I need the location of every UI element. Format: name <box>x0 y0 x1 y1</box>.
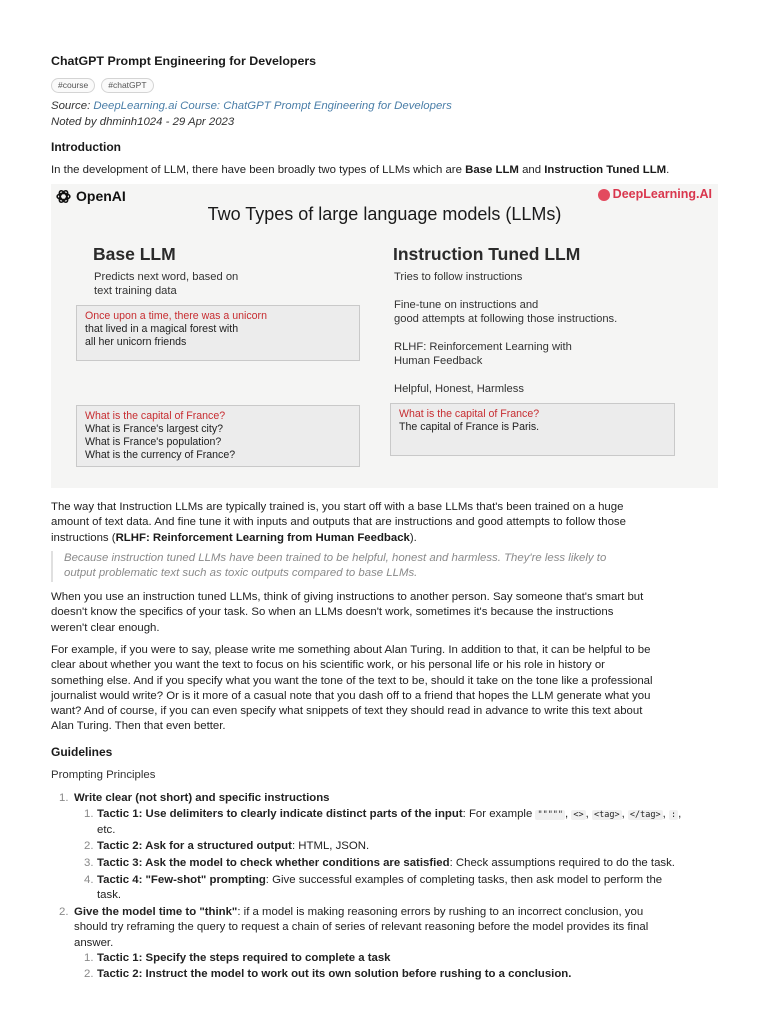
list-number: 1. <box>59 792 69 804</box>
tactic-title: Tactic 2: Instruct the model to work out its own solution before rushing to a conclusion. <box>97 968 572 980</box>
prompt-text: Once upon a time, there was a unicorn <box>85 310 267 322</box>
completion-text: What is France's largest city? <box>85 423 224 435</box>
training-paragraph <box>51 500 717 546</box>
code-snippet: <> <box>573 810 584 820</box>
tag-list <box>51 78 154 93</box>
list-item <box>84 839 709 854</box>
fine-tune-description <box>394 298 617 326</box>
separator: , <box>585 808 592 820</box>
code-snippet: : <box>670 810 677 820</box>
principle-title: Give the model time to "think" <box>74 906 238 918</box>
rlhf-line: RLHF: Reinforcement Learning with <box>394 341 572 353</box>
tactic-title: Tactic 4: "Few-shot" prompting <box>97 874 266 886</box>
intro-text: . <box>666 164 670 176</box>
completion-text: The capital of France is Paris. <box>399 421 540 433</box>
list-item <box>84 951 709 966</box>
noted-by: Noted by dhminh1024 - 29 Apr 2023 <box>51 116 235 128</box>
fine-tune-line: good attempts at following those instructions. <box>394 313 618 325</box>
page-title: ChatGPT Prompt Engineering for Developers <box>51 54 317 68</box>
paragraph-line: amount of text data. And fine tune it with inputs and outputs that are instructions and good attempts to follow those <box>51 516 626 529</box>
list-number: 3. <box>84 857 94 869</box>
principles-list <box>59 791 714 806</box>
rlhf-line: Human Feedback <box>394 355 483 367</box>
blockquote <box>51 551 724 582</box>
tactic-title: Tactic 1: Use delimiters to clearly indicate distinct parts of the input <box>97 808 463 820</box>
openai-icon <box>55 188 72 205</box>
instruction-tuned-example <box>390 403 675 456</box>
quote-line: Because instruction tuned LLMs have been trained to be helpful, honest and harmless. They're less likely to <box>64 552 607 564</box>
instruction-tuned-llm-term: Instruction Tuned LLM <box>544 164 667 176</box>
list-number: 4. <box>84 874 94 886</box>
tactic-text: : HTML, JSON. <box>291 840 370 852</box>
paragraph-line: journalist would write? Or is it more of a casual note that you dash off to a friend that hopes the LLM generate what you <box>51 689 651 702</box>
openai-label: OpenAI <box>76 187 126 204</box>
paragraph-line: For example, if you were to say, please write me something about Alan Turing. In addition to that, it can be helpful to be <box>51 644 651 656</box>
paragraph-line: The way that Instruction LLMs are typically trained is, you start off with a base LLMs that's been trained on a huge <box>51 501 624 513</box>
separator: , <box>565 808 572 820</box>
list-item <box>59 905 714 951</box>
rlhf-term: RLHF: Reinforcement Learning from Human Feedback <box>115 531 410 544</box>
base-llm-example-unicorn <box>76 305 360 361</box>
list-number: 1. <box>84 952 94 964</box>
source-line <box>51 99 452 114</box>
list-item <box>84 967 709 982</box>
source-label: Source: <box>51 100 94 112</box>
deeplearning-ai-label: DeepLearning.AI <box>612 187 712 201</box>
alan-turing-paragraph <box>51 643 717 735</box>
principle-title: Write clear (not short) and specific instructions <box>74 792 330 804</box>
code-snippet: <tag> <box>593 810 620 820</box>
principles-list-2 <box>59 905 714 951</box>
separator: , <box>662 808 669 820</box>
tactics-list-2 <box>84 951 709 966</box>
tactic-text: : Check assumptions required to do the task. <box>449 857 675 869</box>
code-snippet: """"" <box>537 810 564 820</box>
helpful-honest-harmless: Helpful, Honest, Harmless <box>394 383 524 395</box>
tactics-list-1 <box>84 807 709 839</box>
paragraph-line: When you use an instruction tuned LLMs, think of giving instructions to another person. Say someone that's smart but <box>51 591 644 603</box>
paragraph-line: weren't clear enough. <box>51 621 160 634</box>
instruction-tuned-description: Tries to follow instructions <box>394 271 523 283</box>
prompt-text: What is the capital of France? <box>399 408 540 420</box>
paragraph-line: something else. And if you specify what you want the tone of the text to be, should it take on the tone like a professional <box>51 674 653 687</box>
tactic-text: task. <box>97 889 122 902</box>
quote-line: output problematic text such as toxic outputs compared to base LLMs. <box>64 567 418 580</box>
intro-text: and <box>518 164 545 176</box>
figure-title: Two Types of large language models (LLMs) <box>207 204 562 224</box>
list-number: 2. <box>59 906 69 918</box>
completion-text: that lived in a magical forest with <box>85 323 239 335</box>
tag-chatgpt[interactable]: #chatGPT <box>101 78 153 93</box>
list-item <box>84 807 709 839</box>
tactic-title: Tactic 3: Ask the model to check whether conditions are satisfied <box>97 857 450 869</box>
tactic-title: Tactic 1: Specify the steps required to complete a task <box>97 952 391 964</box>
paragraph-line: clear about whether you want the text to focus on his scientific work, or his personal life or his role in history or <box>51 659 605 672</box>
base-llm-term: Base LLM <box>465 164 519 176</box>
list-number: 2. <box>84 968 94 980</box>
tactics-list-1b <box>84 839 709 854</box>
introduction-heading: Introduction <box>51 140 121 154</box>
openai-logo <box>55 188 126 205</box>
tactic-text: etc. <box>97 824 116 837</box>
tactics-list-1c <box>84 856 709 871</box>
guidelines-heading: Guidelines <box>51 745 113 759</box>
base-llm-desc-line: text training data <box>94 285 177 297</box>
list-item <box>84 856 709 871</box>
tactics-list-1d <box>84 873 709 904</box>
text-run: instructions ( <box>51 531 116 544</box>
base-llm-example-france <box>76 405 360 467</box>
prompting-principles-label: Prompting Principles <box>51 769 156 781</box>
intro-text: In the development of LLM, there have been broadly two types of LLMs which are <box>51 164 466 176</box>
llm-types-figure <box>51 184 718 488</box>
base-llm-desc-line: Predicts next word, based on <box>94 271 239 283</box>
tactics-list-2b <box>84 967 709 982</box>
separator: , <box>678 808 682 820</box>
tactic-text: : For example <box>462 808 536 820</box>
separator: , <box>621 808 628 820</box>
base-llm-description <box>94 270 238 298</box>
paragraph-line: doesn't know the specifics of your task. So when an LLMs doesn't work, sometimes it's because the instructions <box>51 606 614 619</box>
list-item <box>59 791 714 806</box>
list-number: 2. <box>84 840 94 852</box>
instruction-tuned-llm-heading: Instruction Tuned LLM <box>393 244 581 264</box>
completion-text: all her unicorn friends <box>85 336 187 348</box>
text-run: ). <box>409 531 417 544</box>
principle-text: should try reframing the query to request a chain of series of relevant reasoning before the model provides its final <box>74 921 649 934</box>
completion-text: What is France's population? <box>85 436 222 448</box>
prompt-text: What is the capital of France? <box>85 410 226 422</box>
tactic-text: : Give successful examples of completing tasks, then ask model to perform the <box>265 874 663 886</box>
principle-text: : if a model is making reasoning errors by rushing to an incorrect conclusion, you <box>237 906 644 918</box>
completion-text: What is the currency of France? <box>85 449 236 461</box>
paragraph-line: Alan Turing. Then that even better. <box>51 720 226 733</box>
fine-tune-line: Fine-tune on instructions and <box>394 299 539 311</box>
intro-paragraph <box>51 163 717 178</box>
paragraph-line: want? And of course, if you can even specify what snippets of text they should read in advance to write this text about <box>51 705 643 718</box>
principle-text: answer. <box>74 936 114 949</box>
paragraph-line <box>51 531 717 546</box>
deeplearning-ai-logo <box>598 187 712 202</box>
tag-course[interactable]: #course <box>51 78 95 93</box>
rlhf-description <box>394 340 572 368</box>
tactic-title: Tactic 2: Ask for a structured output <box>97 840 292 852</box>
list-number: 1. <box>84 808 94 820</box>
instructions-paragraph <box>51 590 717 636</box>
code-snippet: </tag> <box>629 810 661 820</box>
list-item <box>84 873 709 904</box>
source-link[interactable]: DeepLearning.ai Course: ChatGPT Prompt Engineering for Developers <box>93 100 452 112</box>
base-llm-heading: Base LLM <box>93 244 176 264</box>
deeplearning-ai-icon <box>598 189 610 201</box>
